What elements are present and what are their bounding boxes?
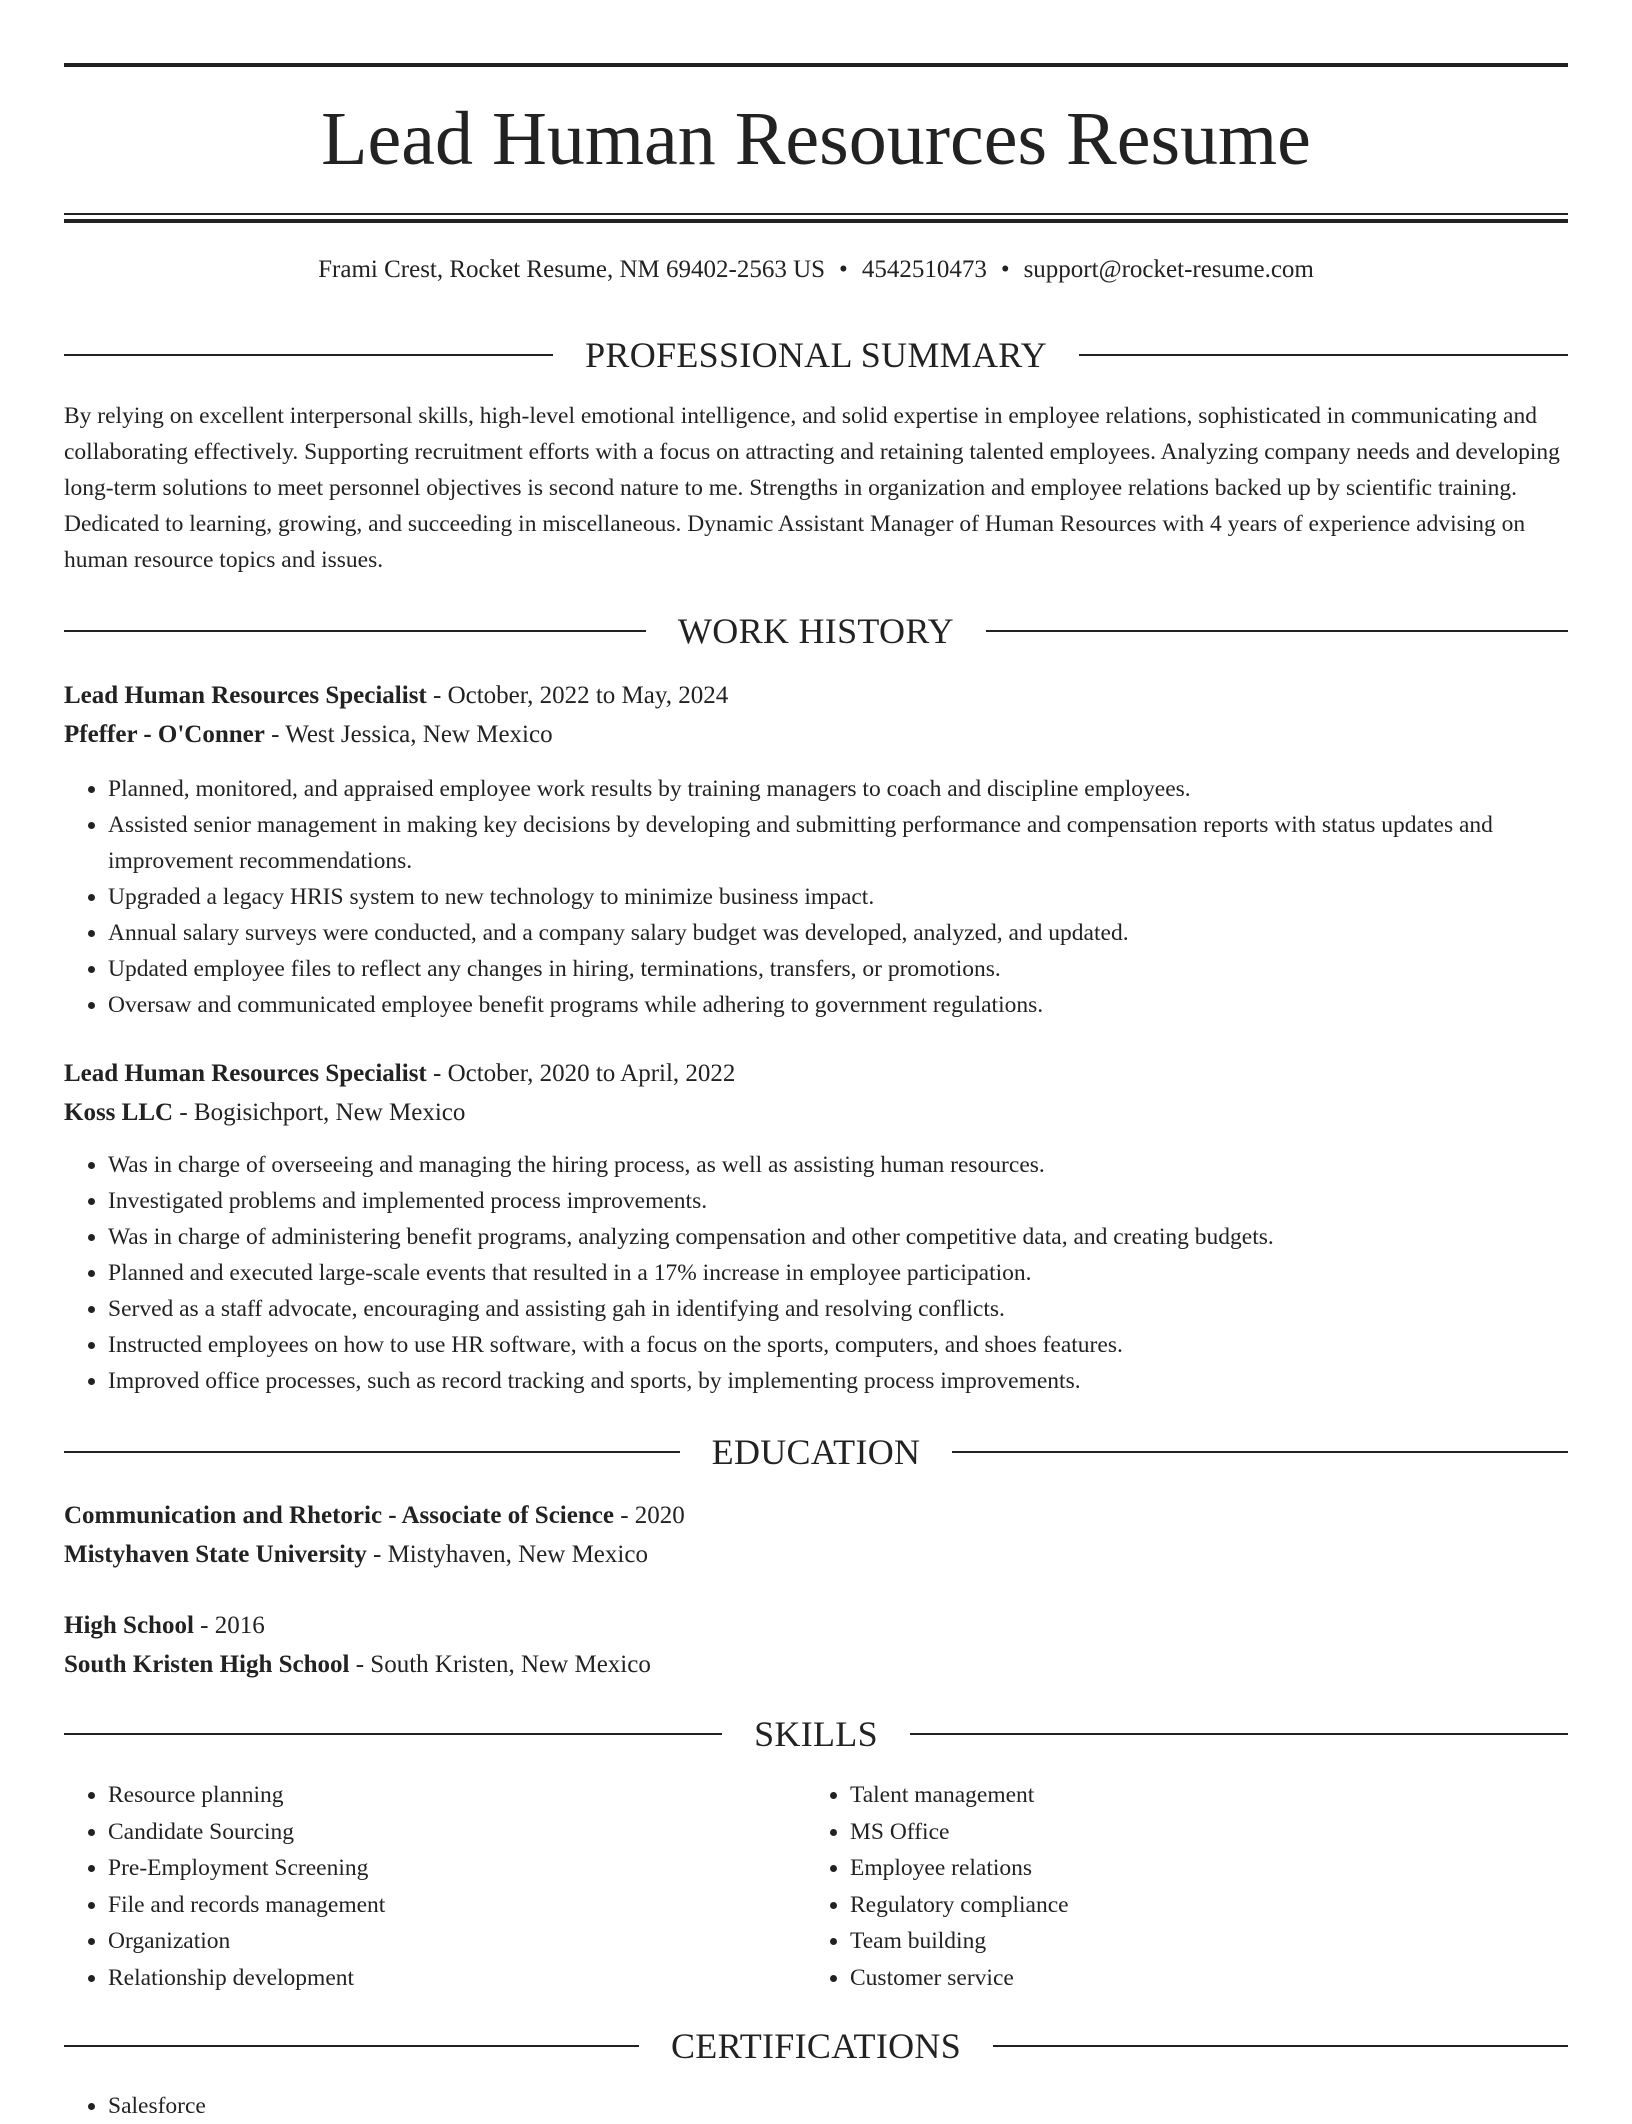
list-item: • Improved office processes, such as record tracking and sports, by implementing process improvements. bbox=[108, 1363, 1568, 1399]
section-heading-work bbox=[64, 609, 1568, 653]
list-item: • Upgraded a legacy HRIS system to new technology to minimize business impact. bbox=[108, 879, 1568, 915]
job-title-line bbox=[64, 1054, 1568, 1093]
section-title: EDUCATION bbox=[711, 1432, 921, 1472]
list-item: • Candidate Sourcing bbox=[108, 1814, 806, 1851]
job-dates: - October, 2020 to April, 2022 bbox=[426, 1060, 736, 1087]
page-title: Lead Human Resources Resume bbox=[321, 97, 1311, 181]
divider bbox=[64, 2045, 639, 2047]
list-item: • Planned and executed large-scale events that resulted in a 17% increase in employee participation. bbox=[108, 1255, 1568, 1291]
job-bullets bbox=[64, 1147, 1568, 1399]
education-entry bbox=[64, 1606, 1568, 1684]
job-bullets bbox=[64, 771, 1568, 1023]
list-item: • Organization bbox=[108, 1923, 806, 1960]
contact-email: support@rocket-resume.com bbox=[1023, 256, 1314, 283]
job-company: Koss LLC bbox=[64, 1099, 174, 1126]
job-company-line bbox=[64, 715, 1568, 754]
list-item: • File and records management bbox=[108, 1887, 806, 1924]
divider bbox=[64, 1451, 680, 1453]
job-title: Lead Human Resources Specialist bbox=[64, 1060, 427, 1087]
education-location: - Mistyhaven, New Mexico bbox=[366, 1541, 648, 1568]
list-item: • Employee relations bbox=[850, 1850, 1548, 1887]
education-degree: Communication and Rhetoric - Associate of Science bbox=[64, 1502, 614, 1529]
list-item: • Team building bbox=[850, 1923, 1548, 1960]
contact-separator: • bbox=[839, 256, 848, 283]
list-item: • Customer service bbox=[850, 1960, 1548, 1997]
title-block bbox=[64, 63, 1568, 223]
list-item: • Was in charge of overseeing and managing the hiring process, as well as assisting human resources. bbox=[108, 1147, 1568, 1183]
education-school: Mistyhaven State University bbox=[64, 1541, 367, 1568]
section-heading-summary bbox=[64, 333, 1568, 377]
section-title: SKILLS bbox=[754, 1714, 878, 1754]
job-location: - West Jessica, New Mexico bbox=[264, 721, 553, 748]
section-title: WORK HISTORY bbox=[678, 611, 954, 651]
certifications-list bbox=[64, 2088, 1568, 2124]
divider bbox=[64, 1733, 722, 1735]
summary-text: By relying on excellent interpersonal skills, high-level emotional intelligence, and solid expertise in employee relations, sophisticated in communicating and collaborating effectively. Supporting recruitment efforts with a focus on attracting and retaining talented employees. Analyzing company needs and developing long-term solutions to meet personnel objectives is second nature to me. Strengths in organization and employee relations backed up by scientific training. Dedicated to learning, growing, and succeeding in miscellaneous. Dynamic Assistant Manager of Human Resources with 4 years of experience advising on human resource topics and issues. bbox=[64, 403, 1560, 573]
contact-line bbox=[64, 252, 1568, 288]
list-item: • Was in charge of administering benefit programs, analyzing compensation and other competitive data, and creating budgets. bbox=[108, 1219, 1568, 1255]
list-item: • Assisted senior management in making key decisions by developing and submitting performance and compensation reports with status updates and improvement recommendations. bbox=[108, 807, 1568, 879]
education-year: - 2016 bbox=[193, 1612, 265, 1639]
section-heading-certifications bbox=[64, 2024, 1568, 2068]
education-school-line bbox=[64, 1535, 1568, 1574]
contact-separator: • bbox=[1000, 256, 1010, 283]
section-title: CERTIFICATIONS bbox=[670, 2026, 962, 2066]
list-item: • MS Office bbox=[850, 1814, 1548, 1851]
title-rule-bottom bbox=[64, 213, 1568, 223]
section-title: PROFESSIONAL SUMMARY bbox=[585, 335, 1047, 375]
section-heading-education bbox=[64, 1430, 1568, 1474]
job-title-line bbox=[64, 676, 1568, 715]
list-item: • Pre-Employment Screening bbox=[108, 1850, 806, 1887]
divider bbox=[993, 2045, 1568, 2047]
list-item: • Salesforce bbox=[108, 2088, 1568, 2124]
list-item: • Investigated problems and implemented process improvements. bbox=[108, 1183, 1568, 1219]
education-school: South Kristen High School bbox=[64, 1651, 350, 1678]
list-item: • Talent management bbox=[850, 1777, 1548, 1814]
job-location: - Bogisichport, New Mexico bbox=[173, 1099, 466, 1126]
list-item: • Oversaw and communicated employee benefit programs while adhering to government regulations. bbox=[108, 987, 1568, 1023]
education-school-line bbox=[64, 1645, 1568, 1684]
skills-list-left bbox=[64, 1777, 806, 1996]
job-dates: - October, 2022 to May, 2024 bbox=[426, 682, 729, 709]
section-heading-skills bbox=[64, 1712, 1568, 1756]
skills-list-right bbox=[806, 1777, 1548, 1996]
job-company: Pfeffer - O'Conner bbox=[64, 721, 265, 748]
list-item: • Relationship development bbox=[108, 1960, 806, 1997]
list-item: • Planned, monitored, and appraised employee work results by training managers to coach and discipline employees. bbox=[108, 771, 1568, 807]
education-entry bbox=[64, 1496, 1568, 1574]
job-title: Lead Human Resources Specialist bbox=[64, 682, 427, 709]
education-year: - 2020 bbox=[613, 1502, 685, 1529]
education-location: - South Kristen, New Mexico bbox=[349, 1651, 651, 1678]
list-item: • Resource planning bbox=[108, 1777, 806, 1814]
list-item: • Updated employee files to reflect any changes in hiring, terminations, transfers, or promotions. bbox=[108, 951, 1568, 987]
contact-phone: 4542510473 bbox=[861, 256, 987, 283]
divider bbox=[64, 354, 553, 356]
list-item: • Served as a staff advocate, encouraging and assisting gah in identifying and resolving conflicts. bbox=[108, 1291, 1568, 1327]
divider bbox=[952, 1451, 1568, 1453]
divider bbox=[910, 1733, 1568, 1735]
list-item: • Instructed employees on how to use HR software, with a focus on the sports, computers, and shoes features. bbox=[108, 1327, 1568, 1363]
job-entry bbox=[64, 1054, 1568, 1399]
education-degree-line bbox=[64, 1496, 1568, 1535]
education-degree-line bbox=[64, 1606, 1568, 1645]
education-degree: High School bbox=[64, 1612, 194, 1639]
contact-address: Frami Crest, Rocket Resume, NM 69402-2563 US bbox=[318, 256, 826, 283]
certifications-block bbox=[64, 2088, 1568, 2124]
divider bbox=[1079, 354, 1568, 356]
divider bbox=[986, 630, 1568, 632]
skills-columns bbox=[64, 1777, 1568, 1996]
job-entry bbox=[64, 676, 1568, 1023]
list-item: • Annual salary surveys were conducted, and a company salary budget was developed, analyzed, and updated. bbox=[108, 915, 1568, 951]
list-item: • Regulatory compliance bbox=[850, 1887, 1548, 1924]
job-company-line bbox=[64, 1093, 1568, 1132]
divider bbox=[64, 630, 646, 632]
